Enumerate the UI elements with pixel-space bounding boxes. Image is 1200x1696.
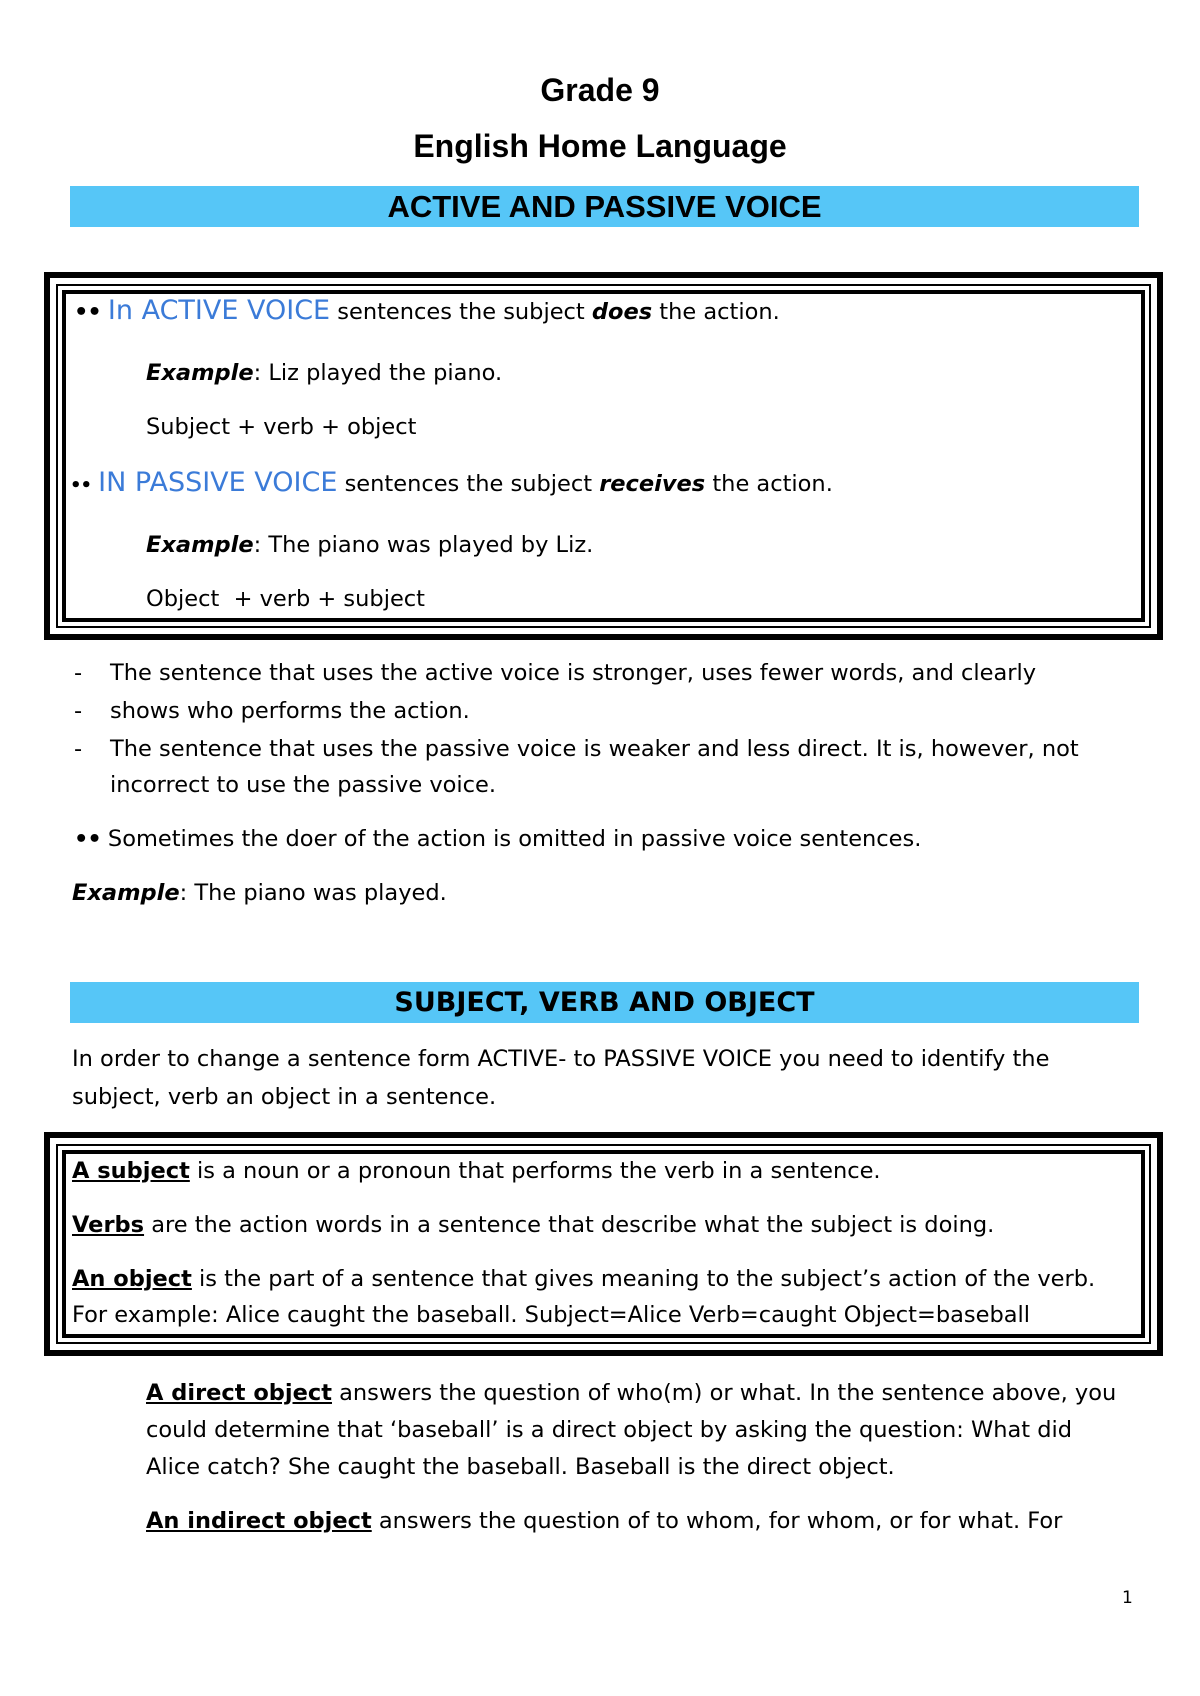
intro-line: subject, verb an object in a sentence.	[72, 1084, 497, 1110]
passive-voice-line	[70, 468, 833, 501]
note-item: The sentence that uses the passive voice is weaker and less direct. It is, however, not	[110, 736, 1079, 762]
omitted-doer-text: Sometimes the doer of the action is omitted in passive voice sentences.	[107, 826, 922, 852]
intro-line: In order to change a sentence form ACTIVE- to PASSIVE VOICE you need to identify the	[72, 1046, 1050, 1072]
indirect-object-line	[146, 1506, 1062, 1536]
direct-object-line	[146, 1378, 1116, 1408]
note-item: The sentence that uses the active voice is stronger, uses fewer words, and clearly	[110, 660, 1037, 686]
omitted-example-text: : The piano was played.	[179, 880, 447, 906]
indirect-object-term: An indirect object	[146, 1508, 372, 1534]
bullet-icon: ••	[74, 299, 101, 325]
object-text: is the part of a sentence that gives meaning to the subject’s action of the verb.	[191, 1266, 1096, 1292]
direct-object-term: A direct object	[146, 1380, 332, 1406]
omitted-example-label: Example	[72, 880, 180, 906]
active-example-text: : Liz played the piano.	[253, 360, 503, 386]
active-voice-term: In ACTIVE VOICE	[107, 295, 331, 326]
omitted-doer-line	[74, 824, 921, 854]
note-item-continuation: incorrect to use the passive voice.	[110, 772, 497, 798]
note-dash: -	[74, 660, 83, 686]
object-term: An object	[72, 1266, 192, 1292]
subject-definition	[72, 1156, 881, 1186]
note-dash: -	[74, 736, 83, 762]
indirect-object-text: answers the question of to whom, for whom, or for what. For	[371, 1508, 1063, 1534]
verbs-definition	[72, 1210, 994, 1240]
section-band-active-passive: ACTIVE AND PASSIVE VOICE	[70, 186, 1139, 227]
definition-example: For example: Alice caught the baseball. Subject=Alice Verb=caught Object=baseball	[72, 1302, 1031, 1328]
direct-object-line: Alice catch? She caught the baseball. Baseball is the direct object.	[146, 1454, 895, 1480]
subject-title: English Home Language	[413, 128, 787, 164]
active-voice-pre: sentences the subject	[337, 299, 585, 325]
active-voice-emph: does	[591, 299, 653, 325]
active-example-label: Example	[146, 360, 254, 386]
subject-term: A subject	[72, 1158, 190, 1184]
bullet-icon: ••	[74, 826, 101, 852]
verbs-text: are the action words in a sentence that describe what the subject is doing.	[144, 1212, 995, 1238]
direct-object-text: answers the question of who(m) or what. In the sentence above, you	[331, 1380, 1117, 1406]
page-number: 1	[1122, 1588, 1133, 1608]
passive-formula: Object + verb + subject	[146, 586, 425, 612]
active-voice-post: the action.	[659, 299, 780, 325]
passive-example-label: Example	[146, 532, 254, 558]
active-formula: Subject + verb + object	[146, 414, 417, 440]
section-band-subject-verb-object: SUBJECT, VERB AND OBJECT	[70, 982, 1139, 1023]
box-inner-border	[62, 290, 1145, 622]
omitted-example	[72, 878, 447, 908]
note-dash: -	[74, 698, 83, 724]
verbs-term: Verbs	[72, 1212, 145, 1238]
passive-voice-term: IN PASSIVE VOICE	[98, 467, 338, 498]
note-item: shows who performs the action.	[110, 698, 470, 724]
active-voice-line	[74, 296, 780, 327]
passive-voice-post: the action.	[712, 471, 833, 497]
passive-example-text: : The piano was played by Liz.	[253, 532, 594, 558]
passive-voice-emph: receives	[599, 471, 706, 497]
active-example	[146, 358, 502, 388]
passive-voice-pre: sentences the subject	[344, 471, 593, 497]
subject-text: is a noun or a pronoun that performs the verb in a sentence.	[189, 1158, 881, 1184]
grade-title: Grade 9	[540, 72, 660, 108]
passive-example	[146, 530, 593, 560]
object-definition	[72, 1264, 1095, 1294]
direct-object-line: could determine that ‘baseball’ is a direct object by asking the question: What did	[146, 1417, 1073, 1443]
bullet-icon: ••	[70, 475, 92, 496]
